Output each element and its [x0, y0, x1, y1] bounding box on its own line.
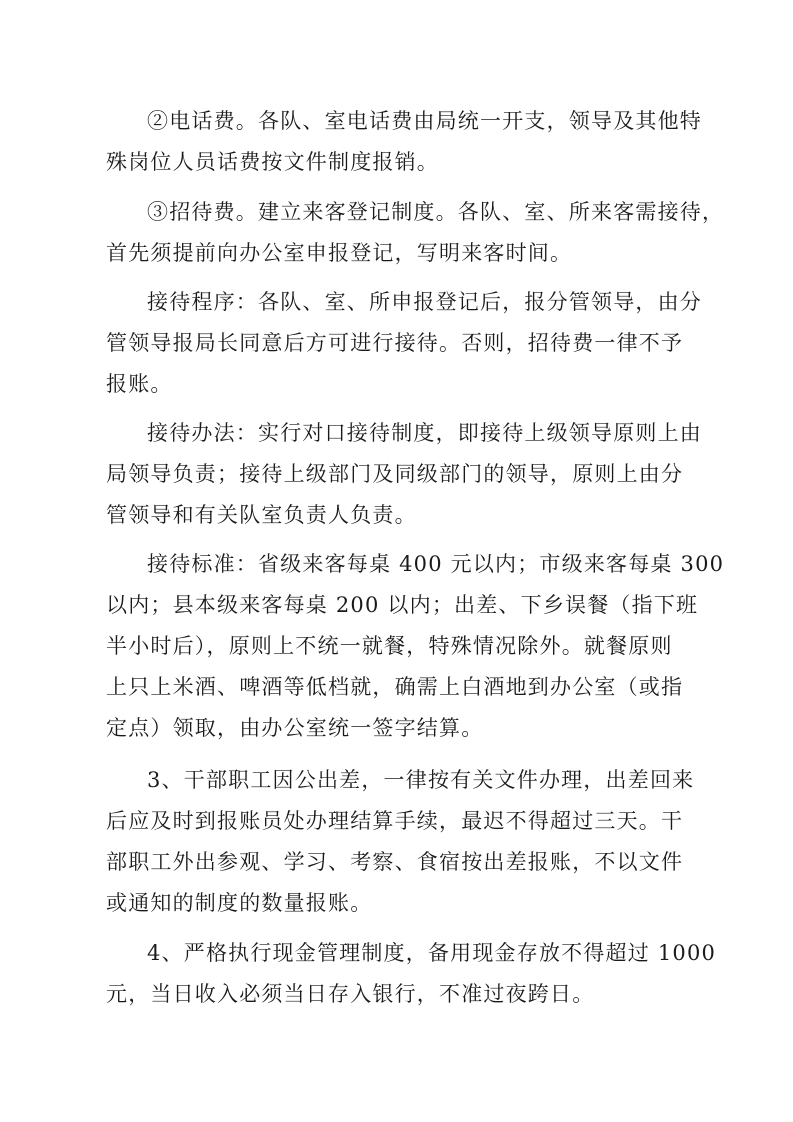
paragraph-telephone-fee-line-1: ②电话费。各队、室电话费由局统一开支，领导及其他特: [147, 109, 702, 133]
paragraph-reception-standard-line-1: 接待标准：省级来客每桌 400 元以内；市级来客每桌 300: [147, 552, 725, 576]
paragraph-business-travel-line-2: 后应及时到报账员处办理结算手续，最迟不得超过三天。干: [106, 809, 684, 833]
paragraph-business-travel-line-1: 3、干部职工因公出差，一律按有关文件办理，出差回来: [147, 768, 695, 792]
paragraph-cash-management-line-1: 4、严格执行现金管理制度，备用现金存放不得超过 1000: [147, 941, 717, 965]
paragraph-cash-management-line-2: 元，当日收入必须当日存入银行，不准过夜跨日。: [106, 982, 595, 1006]
paragraph-reception-method-line-1: 接待办法：实行对口接待制度，即接待上级领导原则上由: [147, 421, 702, 445]
paragraph-reception-standard-line-5: 定点）领取，由办公室统一签字结算。: [106, 716, 484, 740]
paragraph-reception-procedure-line-2: 管领导报局长同意后方可进行接待。否则，招待费一律不予: [106, 331, 684, 355]
paragraph-reception-standard-line-4: 上只上米酒、啤酒等低档就，确需上白酒地到办公室（或指: [106, 675, 684, 699]
paragraph-reception-standard-line-2: 以内；县本级来客每桌 200 以内；出差、下乡误餐（指下班: [106, 593, 699, 617]
paragraph-hospitality-fee-line-2: 首先须提前向办公室申报登记，写明来客时间。: [106, 241, 573, 265]
paragraph-business-travel-line-3: 部职工外出参观、学习、考察、食宿按出差报账，不以文件: [106, 850, 684, 874]
paragraph-telephone-fee-line-2: 殊岗位人员话费按文件制度报销。: [106, 150, 439, 174]
paragraph-hospitality-fee-line-1: ③招待费。建立来客登记制度。各队、室、所来客需接待，: [147, 200, 725, 224]
paragraph-reception-method-line-2: 局领导负责；接待上级部门及同级部门的领导，原则上由分: [106, 462, 684, 486]
paragraph-reception-procedure-line-3: 报账。: [106, 372, 173, 396]
paragraph-reception-procedure-line-1: 接待程序：各队、室、所申报登记后，报分管领导，由分: [147, 290, 702, 314]
paragraph-business-travel-line-4: 或通知的制度的数量报账。: [106, 891, 373, 915]
paragraph-reception-standard-line-3: 半小时后），原则上不统一就餐，特殊情况除外。就餐原则: [106, 634, 673, 658]
paragraph-reception-method-line-3: 管领导和有关队室负责人负责。: [106, 503, 417, 527]
